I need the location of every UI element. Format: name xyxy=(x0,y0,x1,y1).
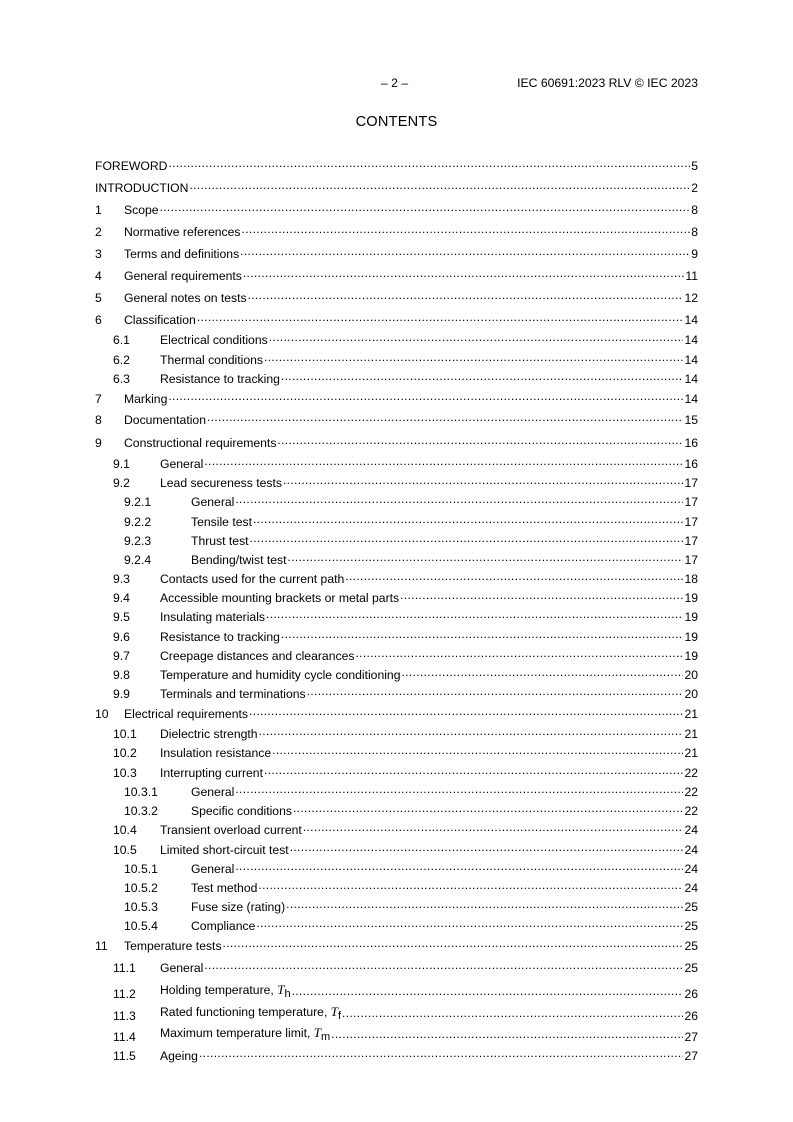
toc-entry[interactable] xyxy=(95,313,698,328)
toc-entry[interactable] xyxy=(95,457,698,472)
toc-entry-title xyxy=(124,203,159,218)
toc-entry-title xyxy=(124,436,276,451)
toc-entry-title-text: General xyxy=(191,785,235,799)
toc-entry-page: 14 xyxy=(684,353,698,367)
toc-entry-title xyxy=(160,727,258,742)
toc-dot-leader xyxy=(281,627,684,642)
toc-dot-leader xyxy=(288,550,684,565)
toc-entry-title-text: Limited short-circuit test xyxy=(160,843,289,857)
toc-entry-title xyxy=(191,900,285,915)
toc-entry-title xyxy=(160,766,263,781)
toc-entry[interactable] xyxy=(95,181,698,196)
toc-entry-number: 9.2.2 xyxy=(124,515,152,529)
toc-dot-leader xyxy=(253,512,683,527)
toc-entry-page: 17 xyxy=(684,495,698,509)
toc-dot-leader xyxy=(168,156,690,171)
toc-dot-leader xyxy=(355,646,683,661)
toc-entry-title xyxy=(124,939,222,954)
toc-entry-title xyxy=(124,269,242,284)
toc-dot-leader xyxy=(204,958,683,973)
toc-dot-leader xyxy=(249,704,683,719)
toc-entry-number: 10.5 xyxy=(113,843,137,857)
toc-entry-page: 18 xyxy=(684,572,698,586)
toc-entry-page: 16 xyxy=(684,457,698,471)
toc-entry-title xyxy=(160,353,263,368)
toc-entry[interactable] xyxy=(95,534,698,549)
toc-entry-number: 9.2.4 xyxy=(124,553,152,567)
toc-entry-title-text: Rated functioning temperature, xyxy=(160,1005,328,1019)
toc-entry-title-text: Electrical requirements xyxy=(124,707,248,721)
toc-entry-number: 10.2 xyxy=(113,746,137,760)
toc-entry[interactable] xyxy=(95,785,698,800)
toc-entry-page: 21 xyxy=(684,727,698,741)
toc-entry-title-text: Compliance xyxy=(191,919,256,933)
toc-entry-page: 22 xyxy=(684,804,698,818)
toc-entry-page: 25 xyxy=(684,900,698,914)
toc-entry-title xyxy=(160,476,282,491)
toc-entry-title xyxy=(191,919,255,934)
toc-dot-leader xyxy=(258,878,683,893)
toc-entry-title-text: Specific conditions xyxy=(191,804,292,818)
toc-entry-page: 21 xyxy=(684,746,698,760)
toc-entry-number: 10.5.1 xyxy=(124,862,158,876)
toc-entry-page: 24 xyxy=(684,843,698,857)
toc-dot-leader xyxy=(303,820,684,835)
toc-entry-page: 26 xyxy=(684,987,698,1001)
toc-entry[interactable] xyxy=(95,159,698,174)
toc-entry-page: 2 xyxy=(691,181,698,195)
toc-entry-title xyxy=(124,707,248,722)
toc-entry[interactable] xyxy=(95,372,698,387)
toc-entry-title xyxy=(160,687,306,702)
toc-entry-title-text: Thermal conditions xyxy=(160,353,263,367)
toc-entry-title-text: Documentation xyxy=(124,413,206,427)
toc-entry-title-text: Marking xyxy=(124,392,168,406)
toc-entry-title xyxy=(191,862,234,877)
toc-dot-leader xyxy=(207,410,683,425)
document-reference: IEC 60691:2023 RLV © IEC 2023 xyxy=(517,76,698,90)
toc-entry-number: 11 xyxy=(95,939,108,953)
toc-entry[interactable] xyxy=(95,727,698,742)
toc-entry-number: 11.5 xyxy=(113,1049,136,1063)
toc-entry-title xyxy=(160,982,291,1002)
toc-entry-title xyxy=(124,247,239,262)
toc-entry-title xyxy=(160,1025,330,1045)
toc-entry-title-text: General xyxy=(160,457,204,471)
toc-dot-leader xyxy=(400,588,683,603)
toc-entry-number: 11.3 xyxy=(113,1009,136,1023)
toc-entry-page: 14 xyxy=(684,372,698,386)
toc-entry-title xyxy=(160,746,271,761)
toc-entry-page: 14 xyxy=(684,392,698,406)
toc-entry-number: 10.5.4 xyxy=(124,919,158,933)
toc-dot-leader xyxy=(243,266,684,281)
toc-dot-leader xyxy=(168,389,683,404)
toc-dot-leader xyxy=(293,801,683,816)
toc-entry-title-text: Dielectric strength xyxy=(160,727,258,741)
toc-entry[interactable] xyxy=(95,269,698,284)
toc-entry[interactable] xyxy=(95,668,698,683)
toc-entry[interactable] xyxy=(95,476,698,491)
toc-entry[interactable] xyxy=(95,823,698,838)
toc-entry-title xyxy=(191,804,292,819)
toc-entry-page: 26 xyxy=(684,1009,698,1023)
toc-entry[interactable] xyxy=(95,862,698,877)
toc-entry-number: 9.5 xyxy=(113,610,130,624)
toc-entry-page: 19 xyxy=(684,630,698,644)
toc-entry-title-text: General xyxy=(191,495,235,509)
toc-dot-leader xyxy=(242,222,691,237)
toc-entry[interactable] xyxy=(95,1004,698,1024)
toc-entry-number: 1 xyxy=(95,203,102,217)
toc-dot-leader xyxy=(235,859,683,874)
toc-entry-title xyxy=(160,372,280,387)
toc-dot-leader xyxy=(290,840,684,855)
toc-entry-page: 16 xyxy=(684,436,698,450)
toc-entry[interactable] xyxy=(95,939,698,954)
toc-entry-title-text: Temperature and humidity cycle conditioning xyxy=(160,668,401,682)
toc-entry-number: 9 xyxy=(95,436,102,450)
toc-entry-page: 15 xyxy=(684,413,698,427)
toc-entry-number: 6.1 xyxy=(113,333,130,347)
toc-entry-page: 12 xyxy=(684,291,698,305)
toc-entry[interactable] xyxy=(95,649,698,664)
toc-entry[interactable] xyxy=(95,553,698,568)
toc-entry-number: 6 xyxy=(95,313,102,327)
toc-entry-title-text: Resistance to tracking xyxy=(160,372,280,386)
toc-entry-number: 11.4 xyxy=(113,1030,136,1044)
toc-entry-title-text: General notes on tests xyxy=(124,291,247,305)
toc-entry-number: 9.7 xyxy=(113,649,130,663)
toc-entry-title xyxy=(95,181,188,196)
toc-entry-title-text: Scope xyxy=(124,203,159,217)
toc-entry-number: 10.1 xyxy=(113,727,137,741)
toc-entry-title xyxy=(95,159,167,174)
toc-dot-leader xyxy=(235,782,683,797)
toc-entry-number: 9.1 xyxy=(113,457,130,471)
toc-entry-title-text: Test method xyxy=(191,881,258,895)
toc-entry[interactable] xyxy=(95,225,698,240)
toc-entry-title xyxy=(160,668,401,683)
toc-entry-title-text: Bending/twist test xyxy=(191,553,287,567)
toc-entry-title-text: Resistance to tracking xyxy=(160,630,280,644)
toc-dot-leader xyxy=(269,330,684,345)
toc-entry[interactable] xyxy=(95,804,698,819)
toc-entry-title-text: Terms and definitions xyxy=(124,247,240,261)
toc-entry-number: 9.9 xyxy=(113,687,130,701)
toc-entry-number: 11.1 xyxy=(113,961,136,975)
toc-entry-title xyxy=(191,515,252,530)
toc-entry-page: 25 xyxy=(684,961,698,975)
toc-dot-leader xyxy=(235,492,683,507)
toc-entry-number: 9.3 xyxy=(113,572,130,586)
toc-entry-title xyxy=(191,881,257,896)
toc-dot-leader xyxy=(283,473,683,488)
toc-entry[interactable] xyxy=(95,591,698,606)
toc-dot-leader xyxy=(266,607,683,622)
toc-entry-symbol-subscript: m xyxy=(320,1031,331,1043)
toc-entry[interactable] xyxy=(95,707,698,722)
toc-entry[interactable] xyxy=(95,746,698,761)
toc-entry-number: 6.3 xyxy=(113,372,130,386)
toc-entry-number: 7 xyxy=(95,392,102,406)
toc-entry-page: 9 xyxy=(691,247,698,261)
toc-entry-page: 5 xyxy=(691,159,698,173)
toc-entry-page: 25 xyxy=(684,939,698,953)
toc-entry-title xyxy=(160,1049,198,1064)
toc-entry-title-text: Constructional requirements xyxy=(124,436,277,450)
toc-entry[interactable] xyxy=(95,881,698,896)
toc-dot-leader xyxy=(286,897,683,912)
toc-entry-title xyxy=(124,413,206,428)
toc-entry[interactable] xyxy=(95,919,698,934)
toc-entry-number: 9.2.3 xyxy=(124,534,152,548)
toc-entry-title-text: FOREWORD xyxy=(95,159,168,173)
toc-entry[interactable] xyxy=(95,413,698,428)
toc-entry-number: 9.2 xyxy=(113,476,130,490)
toc-entry[interactable] xyxy=(95,1049,698,1064)
toc-entry-title xyxy=(160,591,399,606)
toc-entry-title-text: Normative references xyxy=(124,225,241,239)
toc-entry-symbol: T xyxy=(330,1004,338,1019)
toc-entry[interactable] xyxy=(95,610,698,625)
toc-entry-page: 22 xyxy=(684,766,698,780)
toc-dot-leader xyxy=(345,569,683,584)
toc-entry-page: 19 xyxy=(684,591,698,605)
toc-dot-leader xyxy=(307,684,684,699)
toc-entry[interactable] xyxy=(95,495,698,510)
toc-entry-number: 5 xyxy=(95,291,102,305)
toc-entry-symbol-subscript: f xyxy=(337,1010,342,1022)
toc-entry-page: 8 xyxy=(691,203,698,217)
toc-entry-page: 14 xyxy=(684,333,698,347)
toc-entry-title xyxy=(191,785,234,800)
toc-entry-number: 10.3 xyxy=(113,766,137,780)
toc-dot-leader xyxy=(223,936,684,951)
toc-entry-title xyxy=(124,225,241,240)
toc-entry[interactable] xyxy=(95,203,698,218)
toc-entry-symbol: T xyxy=(313,1025,321,1040)
toc-entry-number: 10.5.3 xyxy=(124,900,158,914)
toc-entry-title-text: Fuse size (rating) xyxy=(191,900,286,914)
toc-entry[interactable] xyxy=(95,687,698,702)
toc-entry[interactable] xyxy=(95,353,698,368)
toc-entry[interactable] xyxy=(95,900,698,915)
toc-entry-page: 25 xyxy=(684,919,698,933)
page-header xyxy=(0,76,793,92)
toc-entry-title-text: Transient overload current xyxy=(160,823,302,837)
toc-dot-leader xyxy=(160,200,691,215)
toc-entry-page: 11 xyxy=(685,269,698,283)
toc-entry-page: 19 xyxy=(684,649,698,663)
toc-dot-leader xyxy=(331,1027,683,1042)
toc-entry-number: 3 xyxy=(95,247,102,261)
toc-entry[interactable] xyxy=(95,982,698,1002)
page-number: – 2 – xyxy=(381,76,409,90)
toc-entry-title-text: General xyxy=(191,862,235,876)
toc-entry[interactable] xyxy=(95,515,698,530)
toc-entry[interactable] xyxy=(95,961,698,976)
page-title: CONTENTS xyxy=(355,114,438,130)
toc-entry-number: 9.4 xyxy=(113,591,130,605)
toc-entry-symbol: T xyxy=(277,982,285,997)
toc-entry-page: 17 xyxy=(684,476,698,490)
toc-entry-symbol-subscript: h xyxy=(284,988,291,1000)
toc-entry-title-text: Electrical conditions xyxy=(160,333,268,347)
toc-entry-number: 2 xyxy=(95,225,102,239)
toc-entry-title xyxy=(124,313,196,328)
toc-entry[interactable] xyxy=(95,766,698,781)
toc-entry-title xyxy=(160,843,289,858)
toc-entry-number: 10.3.1 xyxy=(124,785,158,799)
toc-entry-number: 11.2 xyxy=(113,987,136,1001)
toc-entry-number: 4 xyxy=(95,269,102,283)
toc-entry-page: 21 xyxy=(684,707,698,721)
toc-dot-leader xyxy=(292,984,684,999)
toc-entry-title-text: Tensile test xyxy=(191,515,252,529)
toc-entry-title xyxy=(191,495,234,510)
toc-entry-number: 9.8 xyxy=(113,668,130,682)
toc-entry-page: 20 xyxy=(684,668,698,682)
toc-entry-title xyxy=(160,961,203,976)
toc-entry-title xyxy=(160,649,354,664)
toc-entry-title-text: General requirements xyxy=(124,269,242,283)
toc-dot-leader xyxy=(197,310,684,325)
toc-dot-leader xyxy=(204,454,683,469)
toc-entry-page: 22 xyxy=(684,785,698,799)
toc-dot-leader xyxy=(264,350,683,365)
toc-entry[interactable] xyxy=(95,291,698,306)
toc-dot-leader xyxy=(264,763,683,778)
toc-dot-leader xyxy=(402,665,684,680)
toc-entry-title-text: Temperature tests xyxy=(124,939,222,953)
toc-entry[interactable] xyxy=(95,1025,698,1045)
toc-entry-number: 6.2 xyxy=(113,353,130,367)
toc-entry[interactable] xyxy=(95,247,698,262)
toc-entry-number: 10.3.2 xyxy=(124,804,158,818)
toc-entry-page: 20 xyxy=(684,687,698,701)
toc-dot-leader xyxy=(248,288,684,303)
toc-entry[interactable] xyxy=(95,392,698,407)
toc-entry-title xyxy=(191,553,287,568)
toc-entry-number: 10.4 xyxy=(113,823,137,837)
toc-entry-title-text: Interrupting current xyxy=(160,766,263,780)
toc-entry-title-text: Holding temperature, xyxy=(160,983,274,997)
toc-entry-title-text: Maximum temperature limit, xyxy=(160,1026,311,1040)
toc-entry-title-text: Accessible mounting brackets or metal parts xyxy=(160,591,400,605)
toc-dot-leader xyxy=(277,433,683,448)
toc-entry-title xyxy=(191,534,249,549)
toc-dot-leader xyxy=(250,531,684,546)
toc-dot-leader xyxy=(342,1006,683,1021)
toc-dot-leader xyxy=(281,369,684,384)
toc-entry[interactable] xyxy=(95,572,698,587)
toc-entry-page: 17 xyxy=(684,515,698,529)
toc-entry-number: 10.5.2 xyxy=(124,881,158,895)
toc-entry-title-text: Lead secureness tests xyxy=(160,476,282,490)
toc-dot-leader xyxy=(259,724,684,739)
toc-entry-page: 27 xyxy=(684,1049,698,1063)
toc-entry-page: 24 xyxy=(684,881,698,895)
toc-dot-leader xyxy=(240,244,690,259)
toc-entry-title xyxy=(160,572,344,587)
toc-entry-page: 27 xyxy=(684,1030,698,1044)
toc-dot-leader xyxy=(272,743,683,758)
toc-entry-title-text: Creepage distances and clearances xyxy=(160,649,355,663)
toc-entry-title-text: Insulation resistance xyxy=(160,746,272,760)
toc-entry-page: 8 xyxy=(691,225,698,239)
toc-entry-number: 9.2.1 xyxy=(124,495,152,509)
toc-entry-title-text: INTRODUCTION xyxy=(95,181,189,195)
toc-entry[interactable] xyxy=(95,436,698,451)
toc-entry-page: 24 xyxy=(684,862,698,876)
toc-entry[interactable] xyxy=(95,630,698,645)
toc-entry-title xyxy=(160,457,203,472)
toc-entry-title xyxy=(160,333,268,348)
toc-entry-title-text: Thrust test xyxy=(191,534,249,548)
toc-entry-number: 10 xyxy=(95,707,109,721)
toc-entry-title xyxy=(124,291,247,306)
toc-entry-title xyxy=(160,1004,341,1024)
toc-entry-title xyxy=(124,392,167,407)
toc-entry-title-text: General xyxy=(160,961,204,975)
toc-entry-title xyxy=(160,823,302,838)
toc-entry-title-text: Terminals and terminations xyxy=(160,687,306,701)
toc-entry-title-text: Contacts used for the current path xyxy=(160,572,345,586)
toc-entry-number: 8 xyxy=(95,413,102,427)
toc-entry-title-text: Insulating materials xyxy=(160,610,265,624)
toc-entry[interactable] xyxy=(95,843,698,858)
toc-entry-page: 19 xyxy=(684,610,698,624)
toc-entry[interactable] xyxy=(95,333,698,348)
toc-dot-leader xyxy=(256,916,683,931)
toc-entry-title xyxy=(160,610,265,625)
toc-entry-title xyxy=(160,630,280,645)
toc-entry-page: 17 xyxy=(684,553,698,567)
toc-entry-page: 14 xyxy=(684,313,698,327)
toc-entry-title-text: Ageing xyxy=(160,1049,198,1063)
toc-dot-leader xyxy=(189,178,690,193)
toc-dot-leader xyxy=(199,1046,683,1061)
toc-entry-number: 9.6 xyxy=(113,630,130,644)
toc-entry-page: 24 xyxy=(684,823,698,837)
toc-entry-page: 17 xyxy=(684,534,698,548)
toc-entry-title-text: Classification xyxy=(124,313,196,327)
